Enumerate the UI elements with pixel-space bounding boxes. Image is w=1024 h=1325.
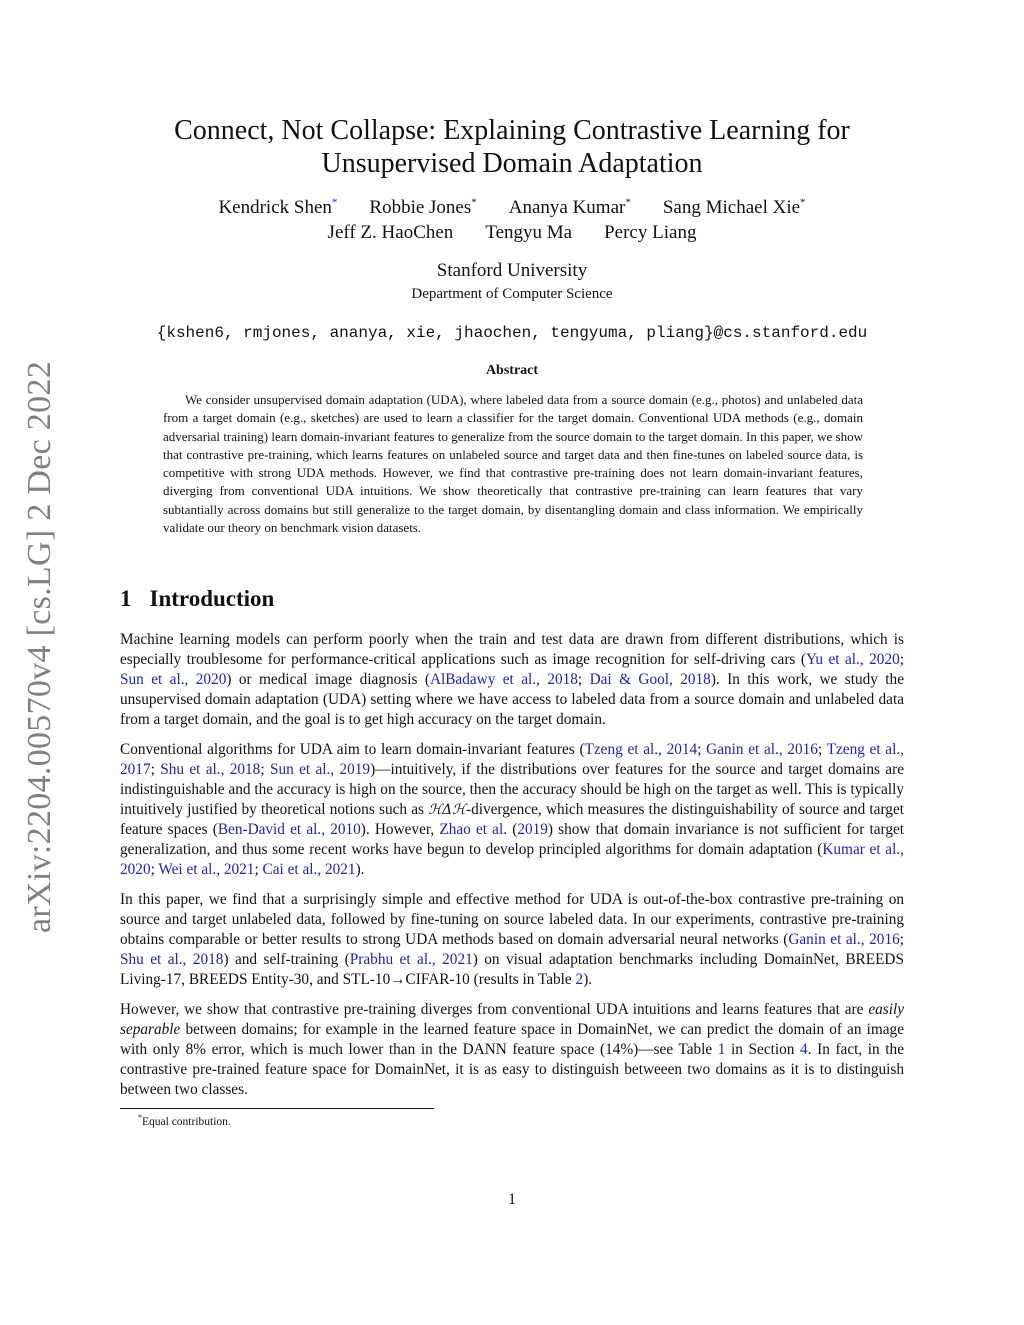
citation-link[interactable]: Ben-David et al., 2010 <box>217 821 361 838</box>
math-expression: ℋΔℋ <box>428 802 466 818</box>
department: Department of Computer Science <box>411 286 613 302</box>
section-number: 1 <box>120 586 132 611</box>
authors-row-1 <box>120 196 904 220</box>
author-name: Kendrick Shen* <box>218 196 338 218</box>
citation-link[interactable]: Tzeng et al., 2014 <box>584 741 698 758</box>
section-title: Introduction <box>149 586 275 611</box>
equal-contribution-mark[interactable]: * <box>331 196 338 209</box>
equal-contribution-mark: * <box>471 196 477 209</box>
citation-link[interactable]: Yu et al., 2020 <box>805 651 900 668</box>
footnote <box>138 1113 231 1128</box>
abstract-text: We consider unsupervised domain adaptation (UDA), where labeled data from a source domain (e.g., photos) and unlabeled data from a target domain (e.g., sketches) are used to learn a classifier for the target domain. Conventional UDA methods (e.g., domain adversarial training) learn domain-invariant features to generalize from the source domain to the target domain. In this paper, we show that contrastive pre-training, which learns features on unlabeled source and target data and then fine-tunes on labeled source data, is competitive with strong UDA methods. However, we find that contrastive pre-training does not learn domain-invariant features, diverging from conventional UDA intuitions. We show theoretically that contrastive pre-training can learn features that vary subtantially across domains but still generalize to the target domain, by disentangling domain and class information. We empirically validate our theory on benchmark vision datasets. <box>163 392 863 536</box>
citation-link[interactable]: Kumar et al., 2020 <box>120 841 904 878</box>
author-name: Robbie Jones* <box>369 196 477 218</box>
citation-link[interactable]: Shu et al., 2018 <box>120 951 224 968</box>
citation-link[interactable]: AlBadawy et al., 2018 <box>429 671 578 688</box>
citation-link[interactable]: Ganin et al., 2016 <box>788 931 900 948</box>
footnote-mark: * <box>138 1113 142 1122</box>
author-name: Sang Michael Xie* <box>662 196 806 218</box>
arxiv-stamp <box>12 361 68 933</box>
author-name: Tengyu Ma <box>485 222 573 243</box>
citation-link[interactable]: 2 <box>575 971 584 988</box>
intro-paragraph-4: However, we show that contrastive pre-training diverges from conventional UDA intuitions and learns features that are easily separable between domains; for example in the learned feature space in DomainNet, we can predict the domain of an image with only 8% error, which is much lower than in the DANN feature space (14%)—see Table 1 in Section 4. In fact, in the contrastive pre-trained feature space for DomainNet, it is as easy to distinguish betweeen two domains as it is to distinguish between two classes. <box>120 1001 904 1098</box>
title-line-1: Connect, Not Collapse: Explaining Contrastive Learning for <box>174 115 850 146</box>
paper-title <box>120 114 904 180</box>
intro-paragraph-1: Machine learning models can perform poorly when the train and test data are drawn from different distributions, which is especially troublesome for performance-critical applications such as image recognition for self-driving cars (Yu et al., 2020; Sun et al., 2020) or medical image diagnosis (AlBadawy et al., 2018; Dai & Gool, 2018). In this work, we study the unsupervised domain adaptation (UDA) setting where we have access to labeled data from a source domain and unlabeled data from a target domain, and the goal is to get high accuracy on the target domain. <box>120 631 904 728</box>
page-number: 1 <box>508 1191 516 1208</box>
citation-link[interactable]: 1 <box>717 1041 726 1058</box>
citation-link[interactable]: Tzeng et al., 2017 <box>120 741 904 778</box>
citation-link[interactable]: Shu et al., 2018 <box>160 761 261 778</box>
author-name: Percy Liang <box>604 222 697 243</box>
citation-link[interactable]: 2019 <box>517 821 548 838</box>
abstract-heading: Abstract <box>485 363 539 378</box>
citation-link[interactable]: Wei et al., 2021 <box>158 861 255 878</box>
equal-contribution-mark: * <box>625 196 631 209</box>
citation-link[interactable]: Dai & Gool, 2018 <box>589 671 711 688</box>
emphasis-text: easily separable <box>120 1001 904 1038</box>
footnote-text: Equal contribution. <box>142 1115 231 1128</box>
citation-link[interactable]: Sun et al., 2020 <box>120 671 227 688</box>
affiliation: Stanford University <box>436 260 588 281</box>
intro-paragraph-2: Conventional algorithms for UDA aim to learn domain-invariant features (Tzeng et al., 2014; Ganin et al., 2016; Tzeng et al., 2017; Shu et al., 2018; Sun et al., 2019)—intuitively, if the distributions over features for the source and target domains are indistinguishable and the accuracy is high on the source, then the accuracy should be high on the target as well. This is typically intuitively justified by theoretical notions such as ℋΔℋ-divergence, which measures the distinguishability of source and target feature spaces (Ben-David et al., 2010). However, Zhao et al. (2019) show that domain invariance is not sufficient for target generalization, and thus some recent works have begun to develop principled algorithms for domain adaptation (Kumar et al., 2020; Wei et al., 2021; Cai et al., 2021). <box>120 741 905 878</box>
authors-row-2 <box>120 221 904 245</box>
intro-paragraph-3: In this paper, we find that a surprisingly simple and effective method for UDA is out-of-the-box contrastive pre-training on source and target unlabeled data, followed by fine-tuning on source labeled data. In our experiments, contrastive pre-training obtains comparable or better results to strong UDA methods based on domain adversarial neural networks (Ganin et al., 2016; Shu et al., 2018) and self-training (Prabhu et al., 2021) on visual adaptation benchmarks including DomainNet, BREEDS Living-17, BREEDS Entity-30, and STL-10→CIFAR-10 (results in Table 2). <box>120 891 904 988</box>
author-name: Jeff Z. HaoChen <box>327 222 454 243</box>
footnote-rule <box>120 1108 434 1109</box>
citation-link[interactable]: 4 <box>800 1041 808 1058</box>
section-heading <box>120 586 274 612</box>
citation-link[interactable]: Zhao et al. <box>439 821 508 838</box>
author-emails: {kshen6, rmjones, ananya, xie, jhaochen, tengyuma, pliang}@cs.stanford.edu <box>156 324 868 342</box>
citation-link[interactable]: Prabhu et al., 2021 <box>349 951 473 968</box>
arxiv-stamp-text: arXiv:2204.00570v4 [cs.LG] 2 Dec 2022 <box>21 361 58 933</box>
equal-contribution-mark: * <box>800 196 806 209</box>
citation-link[interactable]: Cai et al., 2021 <box>262 861 356 878</box>
title-line-2: Unsupervised Domain Adaptation <box>321 148 703 179</box>
citation-link[interactable]: Sun et al., 2019 <box>269 761 371 778</box>
citation-link[interactable]: Ganin et al., 2016 <box>706 741 818 758</box>
author-name: Ananya Kumar* <box>508 196 631 218</box>
